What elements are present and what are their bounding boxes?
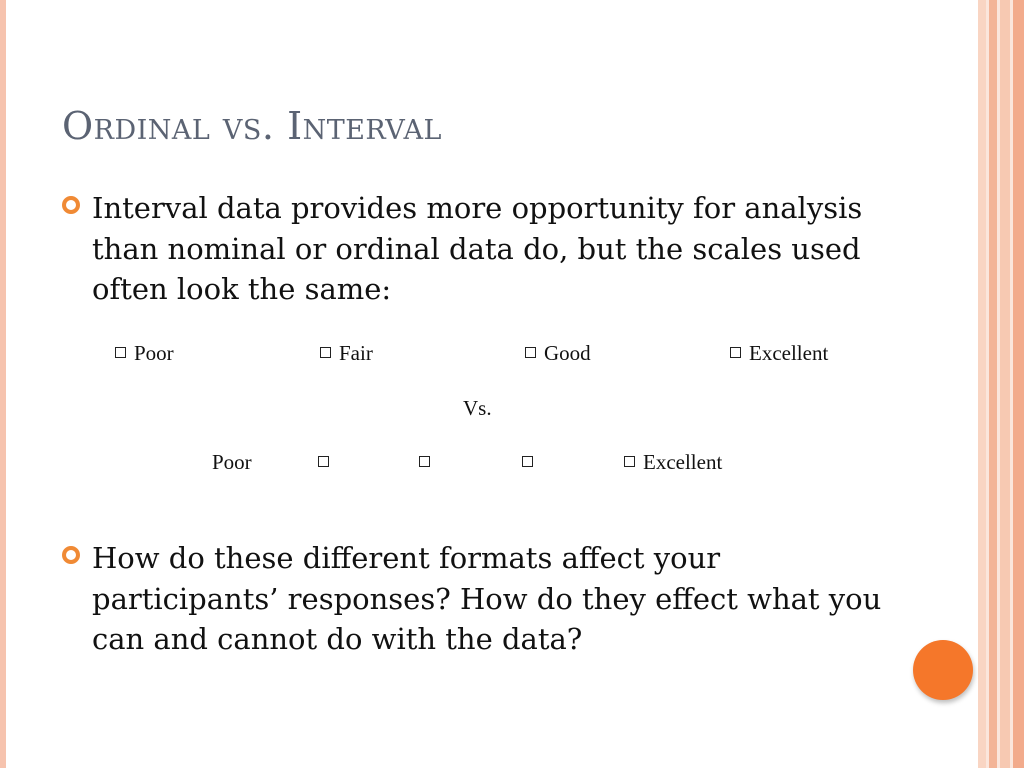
option-label: Good: [544, 341, 591, 365]
bullet-text: How do these different formats affect your participants’ responses? How do they effect what you can and cannot do with the data?: [92, 541, 882, 656]
ordinal-option-excellent: [730, 341, 828, 365]
empty-square-icon: [525, 347, 536, 358]
ordinal-option-poor: [115, 341, 174, 365]
right-decorative-stripes: [978, 0, 1024, 768]
interval-point-1: [318, 450, 329, 474]
empty-square-icon: [115, 347, 126, 358]
interval-point-3: [522, 450, 533, 474]
empty-square-icon: [522, 456, 533, 467]
option-label: Poor: [134, 341, 174, 365]
orange-ring-bullet-icon: [62, 546, 80, 564]
versus-label: Vs.: [463, 396, 492, 420]
interval-point-2: [419, 450, 430, 474]
orange-circle-decoration: [913, 640, 973, 700]
stripe: [978, 0, 986, 768]
option-label: Excellent: [749, 341, 829, 365]
interval-right-label: Excellent: [643, 450, 723, 474]
left-border-stripe: [0, 0, 6, 768]
interval-point-excellent: [624, 450, 722, 474]
interval-left-label: Poor: [212, 450, 252, 474]
empty-square-icon: [730, 347, 741, 358]
ordinal-option-good: [525, 341, 591, 365]
stripe: [989, 0, 997, 768]
empty-square-icon: [318, 456, 329, 467]
empty-square-icon: [419, 456, 430, 467]
empty-square-icon: [624, 456, 635, 467]
empty-square-icon: [320, 347, 331, 358]
option-label: Fair: [339, 341, 373, 365]
bullet-text: Interval data provides more opportunity for analysis than nominal or ordinal data do, but the scales used often look the same:: [92, 191, 863, 306]
stripe: [1013, 0, 1024, 768]
ordinal-option-fair: [320, 341, 373, 365]
orange-ring-bullet-icon: [62, 196, 80, 214]
stripe: [1000, 0, 1010, 768]
slide-title: Ordinal vs. Interval: [62, 104, 442, 148]
